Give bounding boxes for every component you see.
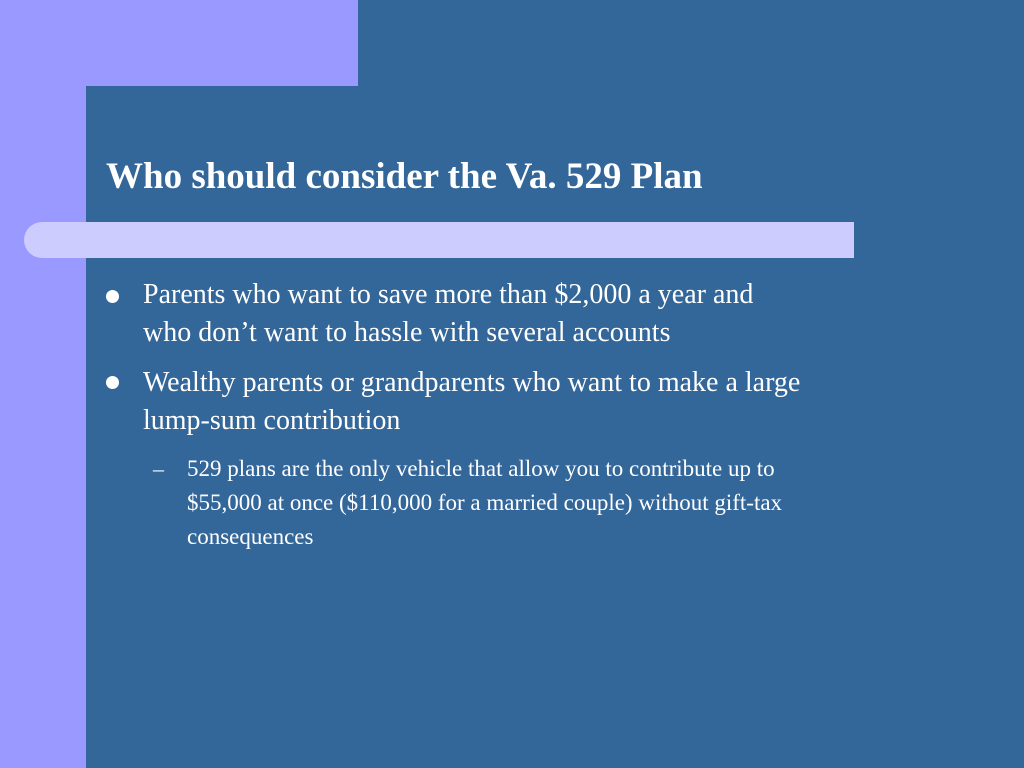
slide-title: Who should consider the Va. 529 Plan	[106, 156, 703, 197]
subbullet-text	[187, 452, 967, 554]
subbullet-line-3: consequences	[187, 524, 314, 549]
bullet-1-line-1: Parents who want to save more than $2,000 a year and	[143, 279, 754, 310]
bullet-text-1	[143, 276, 983, 352]
bullet-2-line-2: lump-sum contribution	[143, 405, 401, 436]
subbullet-dash-icon: –	[153, 456, 164, 481]
bullet-dot-icon	[106, 290, 119, 303]
subbullet-line-1: 529 plans are the only vehicle that allow you to contribute up to	[187, 456, 775, 481]
bullet-1-line-2: who don’t want to hassle with several accounts	[143, 317, 671, 348]
bullet-2-line-1: Wealthy parents or grandparents who want to make a large	[143, 367, 801, 398]
bullet-dot-icon	[106, 376, 119, 389]
subbullet-line-2: $55,000 at once ($110,000 for a married couple) without gift-tax	[187, 490, 783, 515]
bullet-text-2	[143, 364, 983, 440]
